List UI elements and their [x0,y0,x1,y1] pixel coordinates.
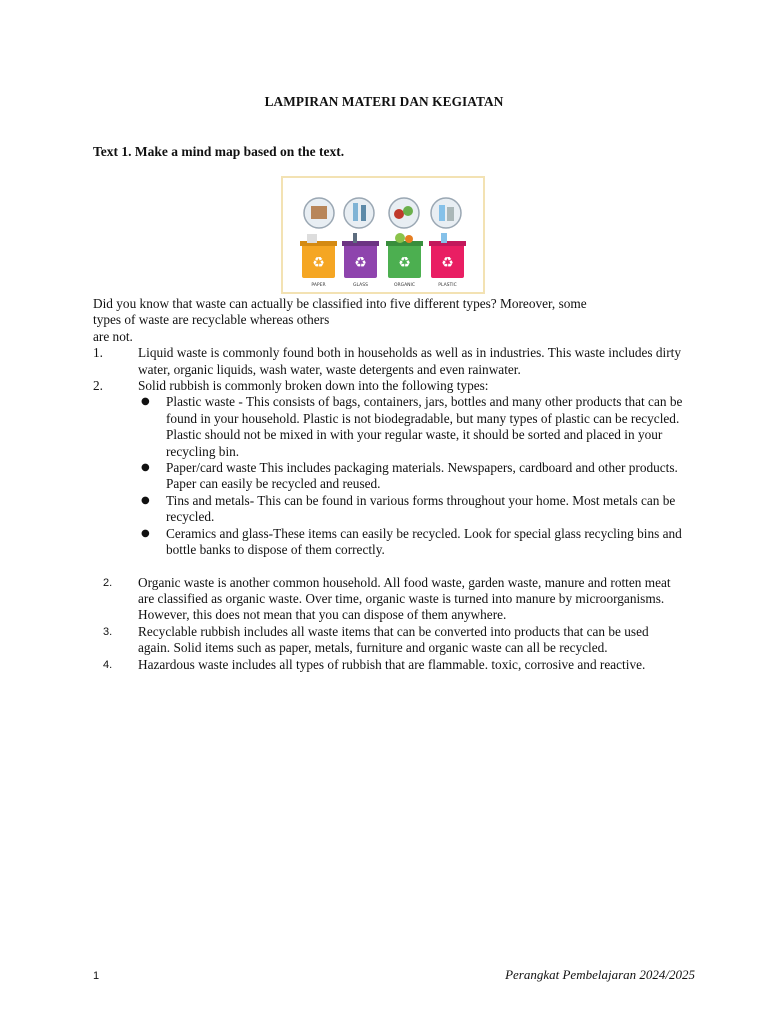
intro-paragraph [93,296,683,345]
document-body [93,296,683,673]
svg-text:♻: ♻ [312,255,325,271]
recycling-bins-illustration [281,176,485,294]
intro-line: types of waste are recyclable whereas others [93,312,330,328]
waste-item-icons [304,198,461,228]
bullet-item-tins [93,493,683,526]
bullet-text: Tins and metals- This can be found in various forms throughout your home. Most metals can be recycled. [166,492,676,525]
list-item-recyclable-rubbish [93,624,683,657]
list-item-organic-waste [93,575,683,624]
svg-text:♻: ♻ [354,255,367,271]
list-item-hazardous-waste [93,657,683,673]
bin-label-paper: PAPER [311,283,326,288]
intro-line: Did you know that waste can actually be classified into five different types? Moreover, some [93,296,587,311]
recycling-bins [300,233,466,278]
page-title: LAMPIRAN MATERI DAN KEGIATAN [264,94,504,109]
page-number: 1 [93,970,100,982]
bullet-text: Paper/card waste This includes packaging materials. Newspapers, cardboard and other products. Paper can easily be recycled and reused. [166,460,678,492]
bullet-icon: ● [141,494,150,506]
recycling-bins-image [283,178,483,292]
bullet-item-ceramics [93,526,683,559]
list-item-solid-rubbish [93,378,683,394]
list-text: Solid rubbish is commonly broken down into the following types: [138,378,489,394]
spacer [93,559,683,575]
list-number: 2. [93,378,103,394]
list-item-liquid-waste [93,345,683,378]
list-text: Organic waste is another common household. All food waste, garden waste, manure and rotten meat are classified as organic waste. Over time, organic waste is turned into manure by microorganisms. However, this does not mean that you can dispose of them anywhere. [138,574,671,623]
bullet-item-paper [93,460,683,493]
list-text: Recyclable rubbish includes all waste items that can be converted into products that can be used again. Solid items such as paper, metals, furniture and organic waste can all be recycled. [138,623,649,656]
bullet-icon: ● [141,396,150,408]
list-number: 3. [103,625,113,638]
list-text: Hazardous waste includes all types of rubbish that are flammable. toxic, corrosive and reactive. [138,656,646,672]
list-number: 1. [93,345,103,361]
intro-line: are not. [93,328,133,344]
bin-label-organic: ORGANIC [393,283,416,288]
solid-waste-bullets [93,394,683,558]
bullet-item-plastic [93,394,683,460]
svg-text:♻: ♻ [398,255,411,271]
list-text: Liquid waste is commonly found both in households as well as in industries. This waste includes dirty water, organic liquids, wash water, waste detergents and even rainwater. [138,345,682,377]
bin-label-plastic: PLASTIC [438,283,457,288]
list-number: 2. [103,576,113,589]
svg-text:♻: ♻ [441,255,454,271]
task-heading: Text 1. Make a mind map based on the text. [93,144,345,159]
bullet-icon: ● [141,527,150,539]
footer-text: Perangkat Pembelajaran 2024/2025 [505,967,695,982]
list-number: 4. [103,658,113,671]
bin-label-glass: GLASS [353,283,368,288]
bullet-text: Plastic waste - This consists of bags, containers, jars, bottles and many other products that can be found in your household. Plastic is not biodegradable, but many types of plastic can be recycled. Plastic should not be mixed in with your regular waste, it should be sorted and placed in your recycling bin. [166,394,683,459]
bullet-text: Ceramics and glass-These items can easily be recycled. Look for special glass recycling bins and bottle banks to dispose of them correctly. [166,525,682,558]
bullet-icon: ● [141,462,150,474]
